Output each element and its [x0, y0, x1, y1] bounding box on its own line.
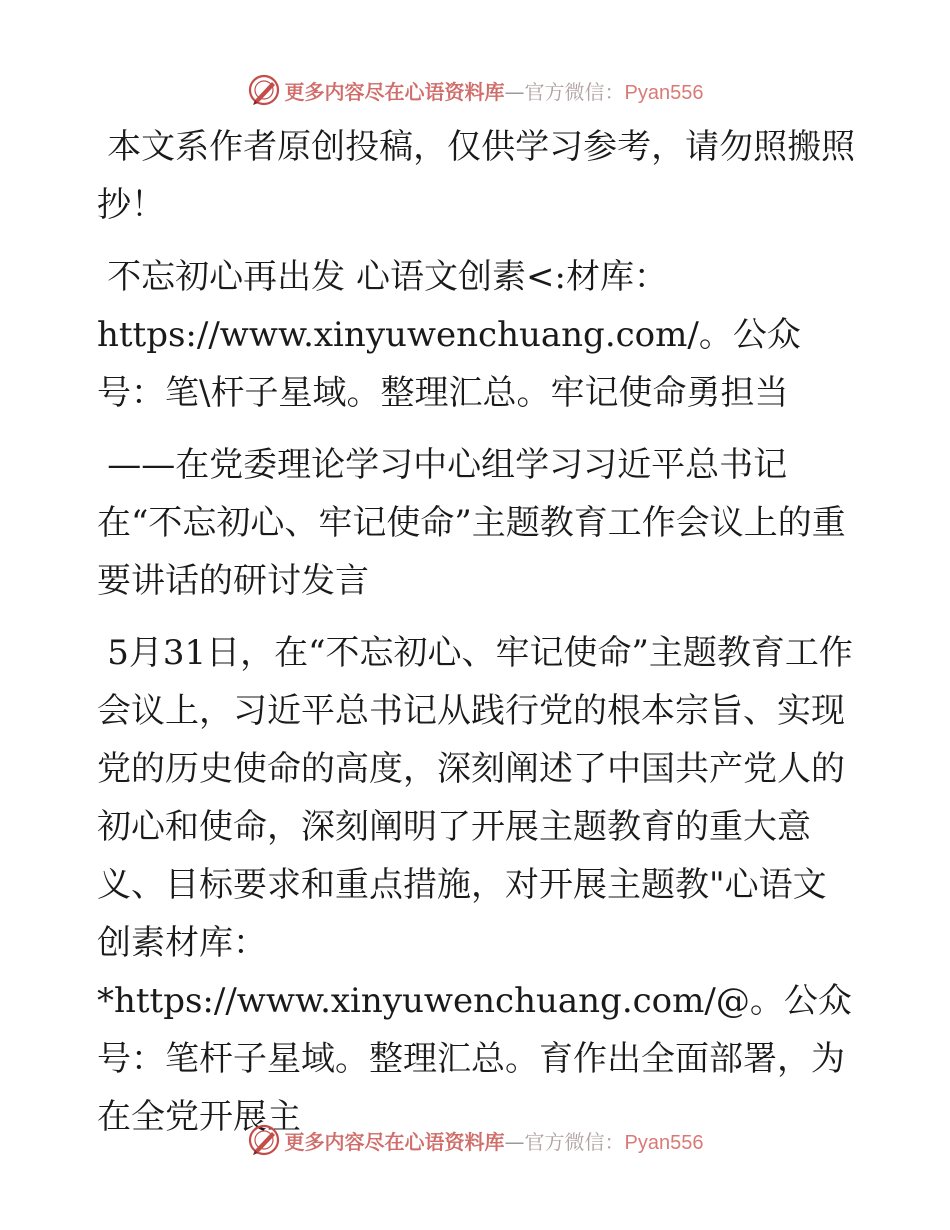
banner-wechat-id: Pyan556 [624, 81, 704, 104]
pen-logo-icon [247, 73, 281, 107]
banner-wechat-label: 官方微信： [524, 1129, 625, 1154]
body-paragraph: 5月31日，在“不忘初心、牢记使命”主题教育工作会议上，习近平总书记从践行党的根本宗旨、实现党的历史使命的高度，深刻阐述了中国共产党人的初心和使命，深刻阐明了开展主题教育的重大意义、目标要求和重点措施，对开展主题教"心语文创素材库：*https://www.xinyuwenchuang.com/@。公众号：笔杆子星域。整理汇总。育作出全面部署，为在全党开展主 [97, 633, 853, 1137]
footer-watermark-banner [0, 1120, 950, 1160]
title-paragraph: 不忘初心再出发 心语文创素<:材库：https://www.xinyuwenchuang.com/。公众号：笔\杆子星域。整理汇总。牢记使命勇担当 [97, 257, 801, 413]
document-body [97, 118, 857, 1160]
disclaimer-paragraph: 本文系作者原创投稿，仅供学习参考，请勿照搬照抄！ [97, 127, 856, 225]
banner-lead-text: 更多内容尽在心语资料库 [284, 79, 505, 104]
banner-wechat-label: 官方微信： [524, 79, 625, 104]
pen-logo-icon [247, 1123, 281, 1157]
banner-separator: — [504, 79, 525, 104]
subtitle-paragraph: ——在党委理论学习中心组学习习近平总书记在“不忘初心、牢记使命”主题教育工作会议上的重要讲话的研讨发言 [97, 445, 846, 601]
banner-wechat-id: Pyan556 [624, 1131, 704, 1154]
header-watermark-banner [0, 70, 950, 110]
banner-separator: — [504, 1129, 525, 1154]
banner-lead-text: 更多内容尽在心语资料库 [284, 1129, 505, 1154]
